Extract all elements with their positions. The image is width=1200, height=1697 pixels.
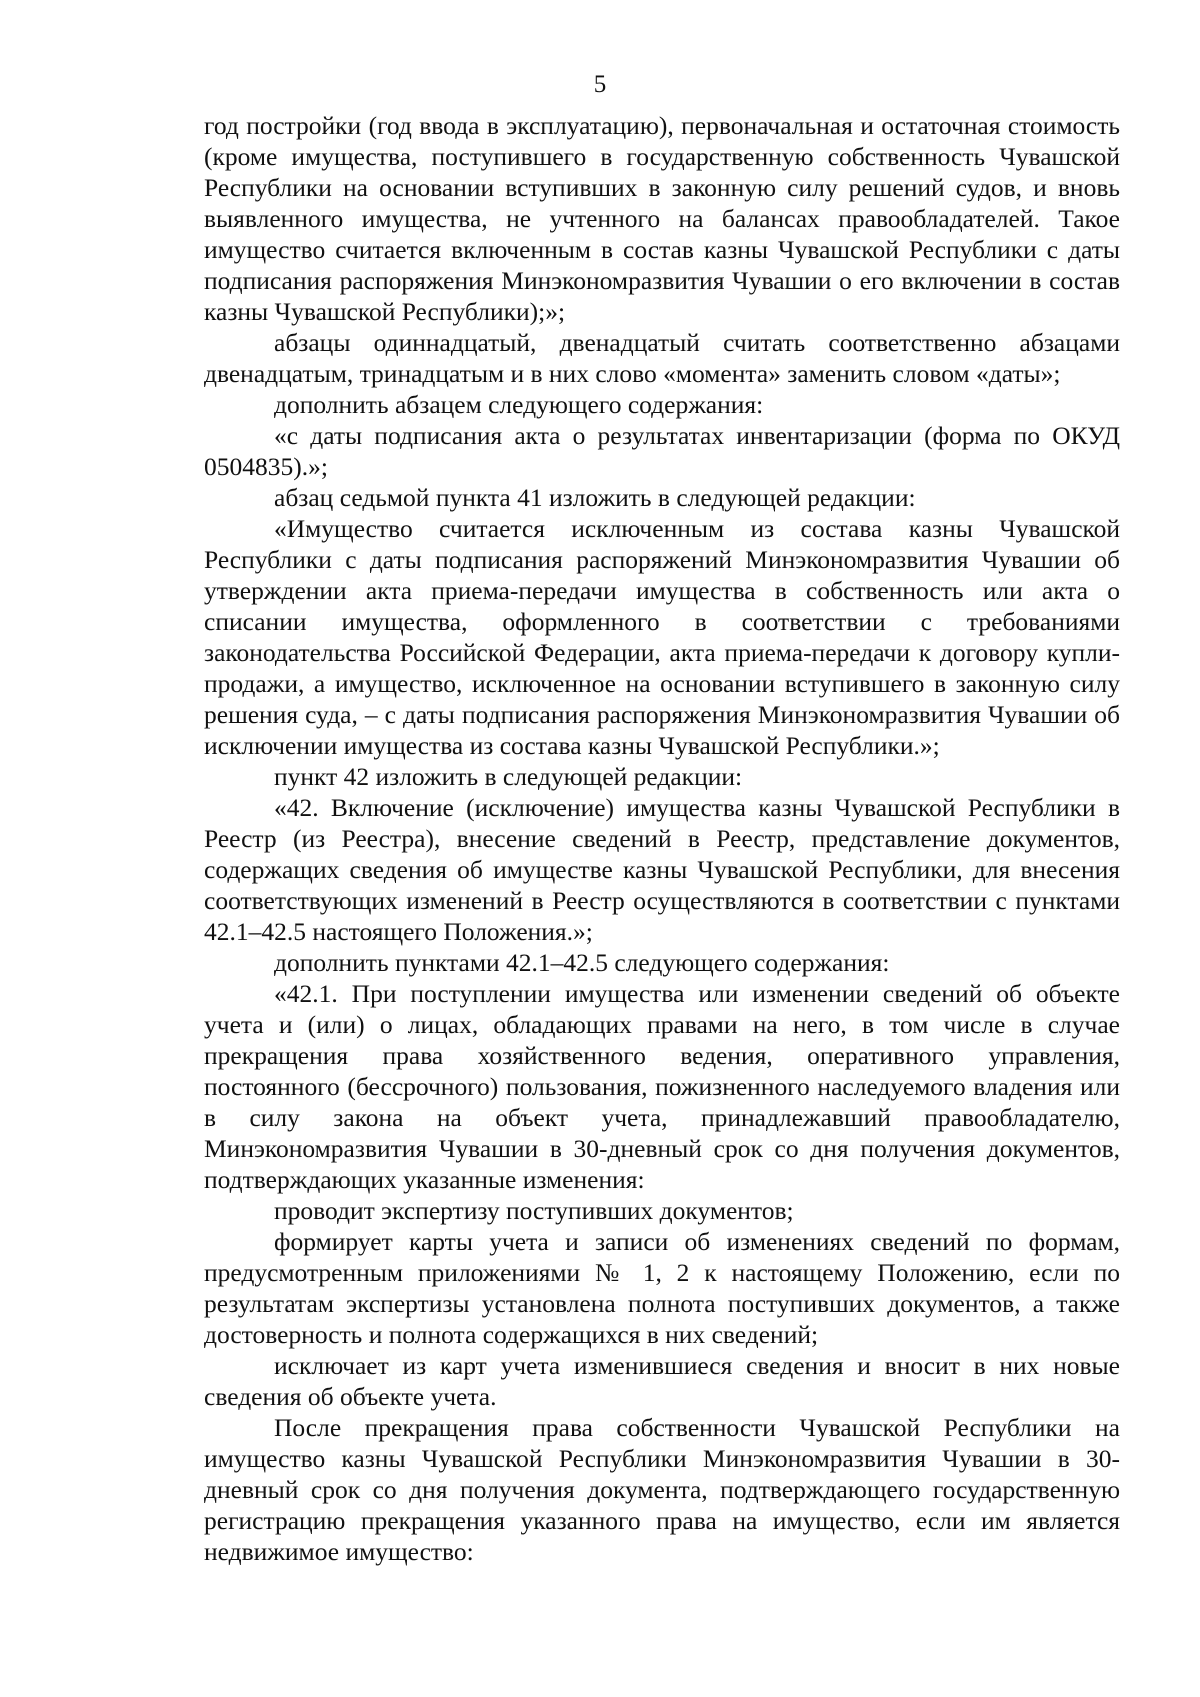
paragraph-14: После прекращения права собственности Чувашской Республики на имущество казны Чувашской Республики Минэкономразвития Чувашии в 30-дневный срок со дня получения документа, подтверждающего государственную регистрацию прекращения указанного права на имущество, если им является недвижимое имущество: — [204, 1413, 1120, 1566]
paragraph-8: «42. Включение (исключение) имущества казны Чувашской Республики в Реестр (из Реестра), внесение сведений в Реестр, представление документов, содержащих сведения об имуществе казны Чувашской Республики, для внесения соответствующих изменений в Реестр осуществляются в соответствии с пунктами 42.1–42.5 настоящего Положения.»; — [204, 793, 1120, 946]
document-body — [204, 110, 1120, 1567]
paragraph-13: исключает из карт учета изменившиеся сведения и вносит в них новые сведения об объекте учета. — [204, 1351, 1120, 1411]
paragraph-1: год постройки (год ввода в эксплуатацию), первоначальная и остаточная стоимость (кроме имущества, поступившего в государственную собственность Чувашской Республики на основании вступивших в законную силу решений судов, и вновь выявленного имущества, не учтенного на балансах правообладателей. Такое имущество считается включенным в состав казны Чувашской Республики с даты подписания распоряжения Минэкономразвития Чувашии о его включении в состав казны Чувашской Республики);»; — [204, 111, 1120, 326]
paragraph-5: абзац седьмой пункта 41 изложить в следующей редакции: — [274, 483, 916, 512]
paragraph-3: дополнить абзацем следующего содержания: — [274, 390, 764, 419]
paragraph-10: «42.1. При поступлении имущества или изменении сведений об объекте учета и (или) о лицах, обладающих правами на него, в том числе в случае прекращения права хозяйственного ведения, оперативного управления, постоянного (бессрочного) пользования, пожизненного наследуемого владения или в силу закона на объект учета, принадлежавший правообладателю, Минэкономразвития Чувашии в 30-дневный срок со дня получения документов, подтверждающих указанные изменения: — [204, 979, 1120, 1194]
paragraph-6: «Имущество считается исключенным из состава казны Чувашской Республики с даты подписания распоряжений Минэкономразвития Чувашии об утверждении акта приема-передачи имущества в собственность или акта о списании имущества, оформленного в соответствии с требованиями законодательства Российской Федерации, акта приема-передачи к договору купли-продажи, а имущество, исключенное на основании вступившего в законную силу решения суда, – с даты подписания распоряжения Минэкономразвития Чувашии об исключении имущества из состава казны Чувашской Республики.»; — [204, 514, 1120, 760]
paragraph-2: абзацы одиннадцатый, двенадцатый считать соответственно абзацами двенадцатым, тринадцатым и в них слово «момента» заменить словом «даты»; — [204, 328, 1120, 388]
page-number: 5 — [593, 71, 607, 98]
paragraph-12: формирует карты учета и записи об изменениях сведений по формам, предусмотренным приложениями № 1, 2 к настоящему Положению, если по результатам экспертизы установлена полнота поступивших документов, а также достоверность и полнота содержащихся в них сведений; — [204, 1227, 1120, 1349]
paragraph-11: проводит экспертизу поступивших документов; — [274, 1196, 794, 1225]
paragraph-9: дополнить пунктами 42.1–42.5 следующего содержания: — [274, 948, 890, 977]
paragraph-7: пункт 42 изложить в следующей редакции: — [274, 762, 743, 791]
paragraph-4: «с даты подписания акта о результатах инвентаризации (форма по ОКУД 0504835).»; — [204, 421, 1120, 481]
